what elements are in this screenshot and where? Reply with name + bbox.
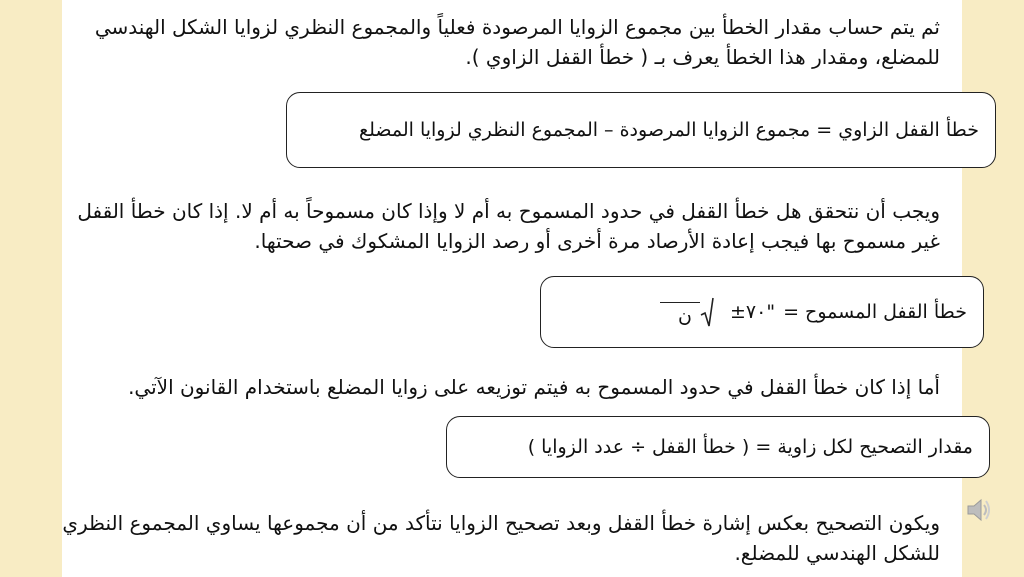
formula-box-correction <box>446 416 990 478</box>
radical-icon <box>700 297 714 327</box>
paragraph-angular-closure-intro: ثم يتم حساب مقدار الخطأ بين مجموع الزوايا المرصودة فعلياً والمجموع النظري لزوايا الشكل الهندسي للمضلع، ومقدار هذا الخطأ يعرف بـ ( خطأ القفل الزاوي ). <box>94 15 940 69</box>
allowable-error-value: ±٧٠" <box>730 301 776 323</box>
formula-correction-per-angle: مقدار التصحيح لكل زاوية = ( خطأ القفل ÷ عدد الزوايا ) <box>527 436 973 458</box>
paragraph-check-tolerance: ويجب أن نتحقق هل خطأ القفل في حدود المسموح به أم لا وإذا كان مسموحاً به أم لا. إذا كان خطأ القفل غير مسموح بها فيجب إعادة الأرصاد مرة أخرى أو رصد الزوايا المشكوك في صحتها. <box>77 199 940 253</box>
formula-box-allowable-error <box>540 276 984 348</box>
allowable-error-label: خطأ القفل المسموح = <box>783 301 967 323</box>
square-root-radicand: ن <box>660 302 700 327</box>
formula-allowable-error <box>660 297 967 327</box>
formula-angular-closure: خطأ القفل الزاوي = مجموع الزوايا المرصودة – المجموع النظري لزوايا المضلع <box>358 119 979 141</box>
paragraph-correction-sign: ويكون التصحيح بعكس إشارة خطأ القفل وبعد تصحيح الزوايا نتأكد من أن مجموعها يساوي المجموع النظري للشكل الهندسي للمضلع. <box>62 511 940 565</box>
square-root-sign <box>660 297 714 327</box>
paragraph-distribution: أما إذا كان خطأ القفل في حدود المسموح به فيتم توزيعه على زوايا المضلع باستخدام القانون الآتي. <box>128 375 940 399</box>
left-margin-band <box>0 0 62 577</box>
document-page <box>62 0 979 577</box>
speaker-icon[interactable] <box>966 496 992 524</box>
formula-box-angular-closure <box>286 92 996 168</box>
